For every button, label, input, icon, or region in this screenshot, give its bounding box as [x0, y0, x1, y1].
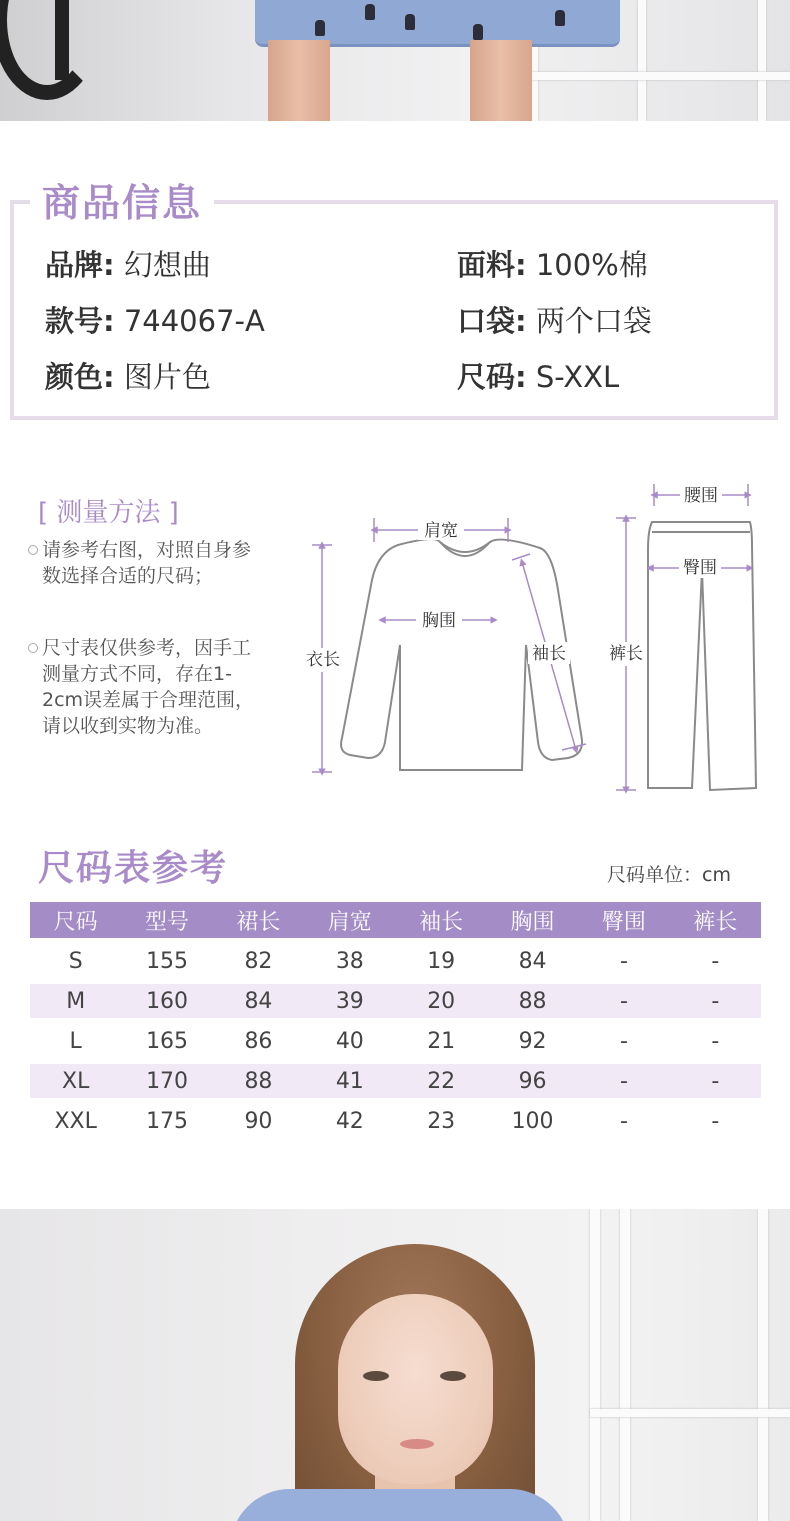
table-header-row [30, 902, 761, 940]
product-photo-top [0, 0, 790, 121]
bullet-icon [28, 545, 38, 555]
table-cell: 84 [487, 940, 578, 983]
note-text: 请参考右图，对照自身参数选择合适的尺码； [42, 539, 252, 587]
table-cell: 88 [213, 1063, 304, 1100]
model-eye-left [363, 1371, 389, 1381]
label-length: 衣长 [306, 650, 340, 670]
size-unit-label: 尺码单位：cm [607, 864, 731, 886]
table-row [30, 983, 761, 1020]
table-cell: 165 [121, 1020, 212, 1063]
table-cell: M [30, 983, 121, 1020]
table-cell: - [578, 940, 669, 983]
col-header: 裙长 [213, 902, 304, 940]
label-pants-length: 裤长 [609, 644, 643, 664]
table-row [30, 1020, 761, 1063]
table-cell: 40 [304, 1020, 395, 1063]
measurement-diagram [290, 470, 780, 800]
table-cell: - [670, 1020, 761, 1063]
info-row-color [45, 355, 211, 396]
table-cell: 96 [487, 1063, 578, 1100]
col-header: 胸围 [487, 902, 578, 940]
table-row [30, 1063, 761, 1100]
measurement-title: [ 测量方法 ] [38, 498, 179, 528]
table-cell: 82 [213, 940, 304, 983]
info-value: 两个口袋 [535, 304, 652, 338]
info-key: 面料: [457, 248, 527, 282]
info-value: S-XXL [535, 360, 620, 394]
col-header: 肩宽 [304, 902, 395, 940]
col-header: 袖长 [396, 902, 487, 940]
info-value: 100%棉 [535, 248, 648, 282]
size-table [30, 902, 761, 1141]
table-row [30, 940, 761, 983]
table-cell: - [670, 1100, 761, 1142]
col-header: 裤长 [670, 902, 761, 940]
table-cell: S [30, 940, 121, 983]
label-sleeve: 袖长 [532, 644, 566, 664]
table-row [30, 1100, 761, 1142]
model-lips [400, 1439, 434, 1449]
table-cell: 39 [304, 983, 395, 1020]
table-cell: - [578, 1020, 669, 1063]
info-row-brand [45, 243, 211, 284]
info-row-pockets [457, 299, 652, 340]
info-key: 颜色: [45, 360, 115, 394]
size-table-title: 尺码表参考 [38, 848, 229, 889]
table-cell: 100 [487, 1100, 578, 1142]
info-value: 图片色 [123, 360, 211, 394]
table-cell: - [670, 983, 761, 1020]
table-cell: 41 [304, 1063, 395, 1100]
col-header: 尺码 [30, 902, 121, 940]
info-key: 口袋: [457, 304, 527, 338]
note-text: 尺寸表仅供参考，因手工测量方式不同，存在1-2cm误差属于合理范围，请以收到实物为准。 [42, 637, 255, 737]
table-cell: 160 [121, 983, 212, 1020]
model-photo-bottom [0, 1209, 790, 1521]
table-cell: 90 [213, 1100, 304, 1142]
model-eye-right [440, 1371, 466, 1381]
info-key: 款号: [45, 304, 115, 338]
model-leg-right [470, 40, 532, 121]
info-key: 尺码: [457, 360, 527, 394]
table-cell: 86 [213, 1020, 304, 1063]
table-cell: - [578, 983, 669, 1020]
table-cell: 20 [396, 983, 487, 1020]
info-row-fabric [457, 243, 648, 284]
measurement-note-1 [42, 537, 262, 589]
measurement-note-2 [42, 635, 262, 739]
window-frame [590, 1209, 790, 1521]
wall-logo-stroke [55, 0, 99, 80]
model-pajama-top [230, 1489, 570, 1521]
col-header: 臀围 [578, 902, 669, 940]
model-face [338, 1294, 493, 1484]
table-cell: 84 [213, 983, 304, 1020]
model-leg-left [268, 40, 330, 121]
table-cell: 38 [304, 940, 395, 983]
info-value: 幻想曲 [123, 248, 211, 282]
label-chest: 胸围 [422, 611, 456, 631]
table-cell: 42 [304, 1100, 395, 1142]
table-cell: 88 [487, 983, 578, 1020]
info-key: 品牌: [45, 248, 115, 282]
table-cell: L [30, 1020, 121, 1063]
info-value: 744067-A [123, 304, 265, 338]
table-cell: 170 [121, 1063, 212, 1100]
table-cell: 155 [121, 940, 212, 983]
table-cell: 22 [396, 1063, 487, 1100]
table-cell: - [578, 1100, 669, 1142]
info-row-style-no [45, 299, 265, 340]
label-hip: 臀围 [683, 558, 717, 578]
label-shoulder: 肩宽 [424, 521, 458, 541]
label-waist: 腰围 [684, 486, 718, 506]
table-cell: 175 [121, 1100, 212, 1142]
table-cell: - [670, 1063, 761, 1100]
table-cell: 92 [487, 1020, 578, 1063]
table-cell: XXL [30, 1100, 121, 1142]
product-info-title: 商品信息 [30, 172, 214, 227]
table-cell: XL [30, 1063, 121, 1100]
info-row-size [457, 355, 619, 396]
bullet-icon [28, 643, 38, 653]
table-cell: - [670, 940, 761, 983]
table-cell: 19 [396, 940, 487, 983]
table-cell: - [578, 1063, 669, 1100]
table-cell: 23 [396, 1100, 487, 1142]
col-header: 型号 [121, 902, 212, 940]
table-cell: 21 [396, 1020, 487, 1063]
